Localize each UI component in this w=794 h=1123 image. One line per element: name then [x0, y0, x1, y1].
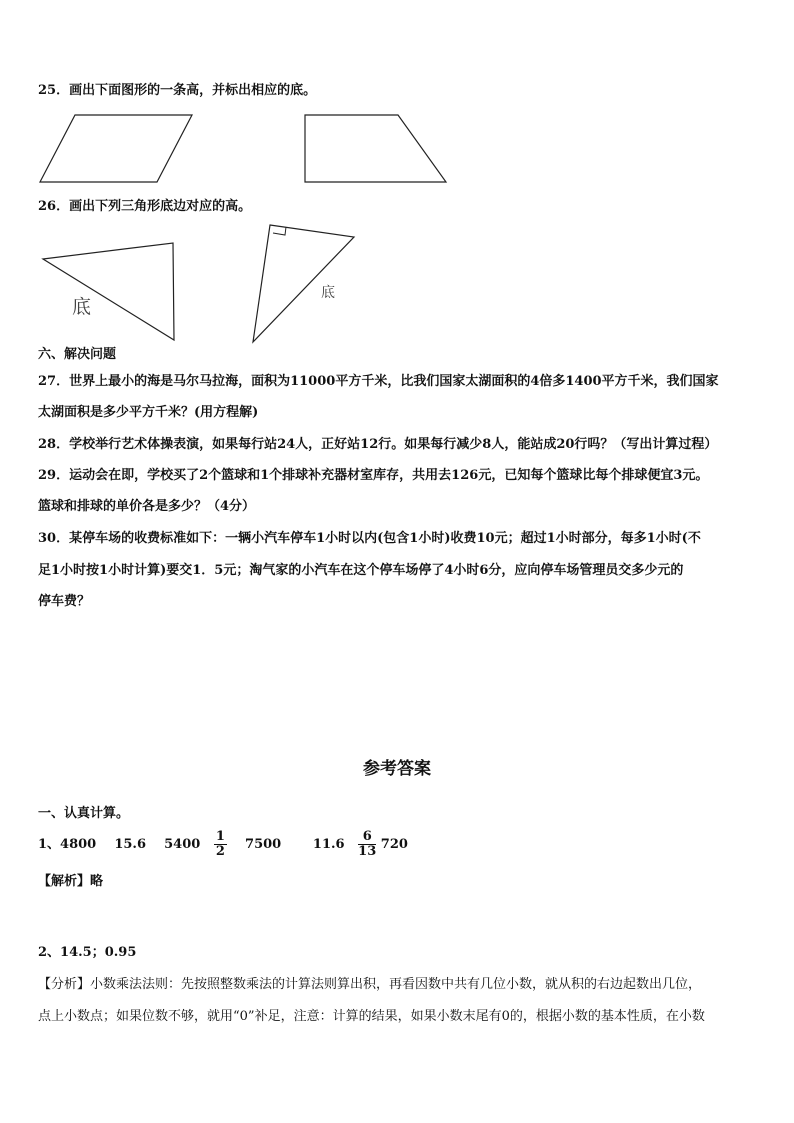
- answer-2-analysis-line1: 【分析】小数乘法法则：先按照整数乘法的计算法则算出积，再看因数中共有几位小数，就从积的右边起数出几位，: [38, 977, 702, 992]
- question-28: 28．学校举行艺术体操表演，如果每行站24人，正好站12行。如果每行减少8人，能站成20行吗？（写出计算过程）: [38, 437, 718, 452]
- fraction-denominator: 2: [215, 844, 225, 859]
- question-30-line3: 停车费？: [38, 594, 91, 609]
- question-27-line2: 太湖面积是多少平方千米？(用方程解): [38, 405, 259, 420]
- question-27-line1: 27．世界上最小的海是马尔马拉海，面积为11000平方千米，比我们国家太湖面积的4倍多1400平方千米，我们国家: [38, 374, 719, 389]
- question-29-line1: 29．运动会在即，学校买了2个篮球和1个排球补充器材室库存，共用去126元，已知每个篮球比每个排球便宜3元。: [38, 468, 709, 483]
- answer-1-value: 15.6: [114, 837, 147, 852]
- answer-1-value: 720: [380, 837, 408, 852]
- answer-1-value: 11.6: [312, 837, 345, 852]
- answer-1-fraction: [214, 830, 227, 859]
- parallelogram-figure: [40, 115, 192, 182]
- question-30-line1: 30．某停车场的收费标准如下：一辆小汽车停车1小时以内(包含1小时)收费10元；超过1小时部分，每多1小时(不: [38, 531, 701, 546]
- question-26: 26．画出下列三角形底边对应的高。: [38, 199, 252, 214]
- triangle-base-label-left: 底: [72, 296, 92, 318]
- answer-2: 2、14.5；0.95: [38, 945, 137, 960]
- right-angle-mark: [273, 227, 286, 235]
- section-6-heading: 六、解决问题: [38, 347, 117, 362]
- fraction-numerator: 1: [215, 829, 225, 844]
- fraction-numerator: 6: [358, 830, 376, 845]
- question-29-line2: 篮球和排球的单价各是多少？（4分）: [38, 499, 256, 514]
- answer-1-fraction: [358, 830, 376, 859]
- triangle-base-label-right: 底: [321, 285, 335, 301]
- answer-1-value: 4800: [60, 837, 97, 852]
- fraction-denominator: 13: [358, 844, 377, 859]
- answer-1-value: 5400: [164, 837, 201, 852]
- answer-2-analysis-line2: 点上小数点；如果位数不够，就用“0”补足，注意：计算的结果，如果小数末尾有0的，根据小数的基本性质，在小数: [38, 1009, 705, 1024]
- answer-1-row: [38, 828, 408, 862]
- question-30-line2: 足1小时按1小时计算)要交1．5元；淘气家的小汽车在这个停车场停了4小时6分，应向停车场管理员交多少元的: [38, 563, 684, 578]
- answer-1-value: 7500: [245, 837, 282, 852]
- right-triangle-figure: [253, 225, 354, 342]
- trapezoid-figure: [305, 115, 446, 182]
- obtuse-triangle-figure: [43, 243, 174, 340]
- answer-1-analysis: 【解析】略: [38, 874, 104, 889]
- answers-title: 参考答案: [363, 759, 431, 779]
- answer-1-prefix: 1、: [38, 837, 61, 852]
- section-1-heading: 一、认真计算。: [38, 806, 130, 821]
- question-25: 25．画出下面图形的一条高，并标出相应的底。: [38, 83, 317, 98]
